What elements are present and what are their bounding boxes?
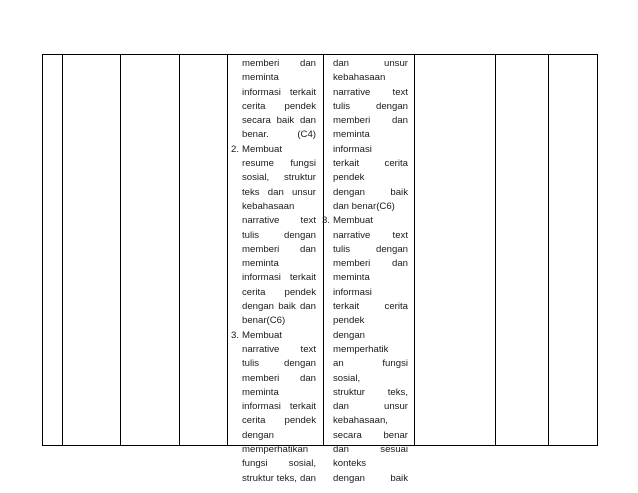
word: tulis <box>242 358 260 370</box>
word: fungsi <box>382 358 408 370</box>
cell-text <box>242 57 316 71</box>
cell-line <box>322 457 408 471</box>
cell-text <box>333 414 408 428</box>
cell-text <box>333 357 408 371</box>
word: sosial, <box>333 372 361 384</box>
cell-text <box>333 128 408 142</box>
word: pendek <box>284 100 316 112</box>
word: sosial, <box>288 458 316 470</box>
cell-line <box>322 257 408 271</box>
cell-text <box>333 400 408 414</box>
cell-line <box>231 214 316 228</box>
cell-text <box>242 200 316 214</box>
word: informasi <box>242 272 281 284</box>
word: baik <box>278 301 296 313</box>
word: benar <box>383 429 408 441</box>
word: resume <box>242 158 274 170</box>
word: terkait <box>333 301 360 313</box>
word: text <box>392 86 408 98</box>
cell-line <box>322 329 408 343</box>
cell-text <box>333 143 408 157</box>
cell-text <box>242 329 316 343</box>
word: meminta <box>242 72 279 84</box>
cell-text <box>242 271 316 285</box>
word: narrative <box>242 343 280 355</box>
cell-line <box>231 329 316 343</box>
list-number: 3. <box>322 215 331 227</box>
word: pendek <box>284 415 316 427</box>
word: secara <box>333 429 362 441</box>
cell-text <box>333 314 408 328</box>
cell-text <box>242 300 316 314</box>
cell-line <box>322 86 408 100</box>
word: dan <box>299 472 316 484</box>
cell-text <box>242 229 316 243</box>
word: dengan <box>333 472 366 484</box>
word: dan benar(C6) <box>333 200 395 212</box>
word: baik <box>276 115 295 127</box>
word: unsur <box>384 58 408 69</box>
cell-line <box>231 357 316 371</box>
cell-text <box>333 157 408 171</box>
word: kebahasaan <box>333 72 386 84</box>
word: fungsi <box>242 458 268 470</box>
word: informasi <box>333 143 372 155</box>
cell-line <box>322 214 408 228</box>
word: sesuai <box>380 444 408 456</box>
cell-line <box>322 100 408 114</box>
cell-line <box>231 57 316 71</box>
column-divider <box>120 55 121 445</box>
word: memberi <box>242 372 280 384</box>
cell-text <box>242 457 316 471</box>
cell-text <box>242 372 316 386</box>
cell-line <box>231 271 316 285</box>
word: terkait <box>289 86 316 98</box>
cell-line <box>231 314 316 328</box>
cell-text <box>333 271 408 285</box>
cell-line <box>231 229 316 243</box>
cell-text <box>242 400 316 414</box>
cell-text <box>333 343 408 357</box>
cell-text <box>242 472 316 486</box>
word: tulis <box>333 100 351 112</box>
table-cell-indicators-a <box>231 57 316 486</box>
cell-text <box>333 171 408 185</box>
word: memperhatikan <box>242 444 309 456</box>
cell-line <box>231 171 316 185</box>
word: cerita <box>384 158 408 170</box>
cell-line <box>231 186 316 200</box>
cell-line <box>322 400 408 414</box>
word: konteks <box>333 458 367 470</box>
cell-line <box>231 200 316 214</box>
word: informasi <box>242 401 281 413</box>
word: memberi <box>333 258 371 270</box>
cell-line <box>322 472 408 486</box>
word: terkait <box>289 401 316 413</box>
cell-line <box>322 71 408 85</box>
word: dengan <box>375 243 408 255</box>
word: dan <box>391 258 408 270</box>
word: dengan <box>283 229 316 241</box>
word: dengan <box>242 301 275 313</box>
word: tulis <box>242 229 260 241</box>
cell-text <box>333 71 408 85</box>
word: dan <box>299 243 316 255</box>
cell-line <box>322 372 408 386</box>
word: dengan <box>333 186 366 198</box>
word: dan <box>299 115 316 127</box>
cell-text <box>242 443 316 457</box>
word: pendek <box>333 172 365 184</box>
cell-line <box>231 286 316 300</box>
cell-text <box>333 372 408 386</box>
word: dan <box>299 58 316 69</box>
cell-text <box>333 214 408 228</box>
cell-text <box>333 300 408 314</box>
word: struktur <box>333 386 365 398</box>
cell-line <box>231 429 316 443</box>
cell-text <box>333 86 408 100</box>
cell-line <box>231 472 316 486</box>
cell-line <box>322 314 408 328</box>
cell-line <box>231 443 316 457</box>
cell-line <box>322 128 408 142</box>
cell-line <box>322 114 408 128</box>
word: struktur <box>284 172 316 184</box>
word: teks, <box>387 386 408 398</box>
word: baik <box>390 186 408 198</box>
list-number: 2. <box>231 143 240 155</box>
word: text <box>300 343 316 355</box>
cell-line <box>322 343 408 357</box>
cell-line <box>322 300 408 314</box>
word: sosial, <box>242 172 270 184</box>
word: informasi <box>333 286 372 298</box>
word: kebahasaan <box>242 200 295 212</box>
cell-text <box>242 186 316 200</box>
cell-text <box>333 100 408 114</box>
word: memperhatik <box>333 343 389 355</box>
cell-line <box>322 186 408 200</box>
cell-line <box>231 372 316 386</box>
word: terkait <box>333 158 360 170</box>
word: secara <box>242 115 271 127</box>
word: dengan <box>333 329 366 341</box>
word: unsur <box>384 401 408 413</box>
cell-line <box>231 114 316 128</box>
cell-line <box>231 100 316 114</box>
column-divider <box>548 55 549 445</box>
cell-text <box>333 472 408 486</box>
word: text <box>300 215 316 227</box>
word: meminta <box>333 272 370 284</box>
cell-text <box>242 386 316 400</box>
cell-text <box>242 100 316 114</box>
word: cerita <box>242 415 266 427</box>
column-divider <box>62 55 63 445</box>
word: struktur teks, <box>242 472 297 484</box>
cell-text <box>333 286 408 300</box>
cell-text <box>242 214 316 228</box>
word: cerita <box>242 286 266 298</box>
word: dengan <box>283 358 316 370</box>
word: tulis <box>333 243 351 255</box>
word: terkait <box>289 272 316 284</box>
cell-line <box>231 386 316 400</box>
cell-line <box>231 128 316 142</box>
word: benar. <box>242 129 269 141</box>
word: dan <box>333 401 350 413</box>
cell-text <box>333 243 408 257</box>
cell-line <box>231 400 316 414</box>
word: cerita <box>384 301 408 313</box>
cell-text <box>333 57 408 71</box>
cell-line <box>231 86 316 100</box>
cell-line <box>322 143 408 157</box>
cell-text <box>333 443 408 457</box>
word: dan <box>391 115 408 127</box>
cell-line <box>322 386 408 400</box>
cell-line <box>322 200 408 214</box>
word: meminta <box>242 258 279 270</box>
column-divider <box>414 55 415 445</box>
word: dan <box>333 58 350 69</box>
word: dengan <box>375 100 408 112</box>
word: fungsi <box>290 158 316 170</box>
cell-line <box>322 443 408 457</box>
cell-text <box>242 171 316 185</box>
list-number: 3. <box>231 329 240 341</box>
word: dan <box>267 186 284 198</box>
cell-text <box>242 414 316 428</box>
word: dan <box>333 444 350 456</box>
word: narrative <box>333 86 371 98</box>
cell-text <box>333 186 408 200</box>
table-grid <box>42 54 598 484</box>
cell-line <box>322 243 408 257</box>
cell-line <box>322 271 408 285</box>
word: teks <box>242 186 260 198</box>
word: memberi <box>242 58 280 69</box>
word: (C4) <box>297 129 316 141</box>
cell-text <box>333 200 408 214</box>
word: Membuat <box>333 215 373 227</box>
cell-text <box>242 143 316 157</box>
word: dengan <box>242 429 275 441</box>
cell-text <box>242 357 316 371</box>
cell-text <box>242 429 316 443</box>
cell-text <box>242 257 316 271</box>
cell-text <box>242 286 316 300</box>
cell-line <box>322 157 408 171</box>
cell-line <box>231 243 316 257</box>
cell-text <box>333 257 408 271</box>
column-divider <box>227 55 228 445</box>
cell-line <box>231 414 316 428</box>
column-divider <box>179 55 180 445</box>
cell-line <box>322 286 408 300</box>
cell-line <box>322 357 408 371</box>
table-cell-indicators-b <box>322 57 408 486</box>
word: unsur <box>292 186 316 198</box>
word: dan <box>299 301 316 313</box>
word: Membuat <box>242 329 282 341</box>
cell-text <box>242 71 316 85</box>
word: memberi <box>242 243 280 255</box>
word: narrative <box>242 215 280 227</box>
cell-line <box>231 343 316 357</box>
word: memberi <box>333 115 371 127</box>
word: narrative <box>333 229 371 241</box>
cell-line <box>322 229 408 243</box>
cell-text <box>242 157 316 171</box>
column-divider <box>495 55 496 445</box>
cell-line <box>231 71 316 85</box>
cell-line <box>322 57 408 71</box>
cell-line <box>231 457 316 471</box>
cell-line <box>231 157 316 171</box>
word: baik <box>390 472 408 484</box>
cell-text <box>333 329 408 343</box>
cell-line <box>322 429 408 443</box>
cell-text <box>333 386 408 400</box>
cell-line <box>322 171 408 185</box>
word: meminta <box>242 386 279 398</box>
word: meminta <box>333 129 370 141</box>
word: kebahasaan, <box>333 415 388 427</box>
word: an <box>333 358 344 370</box>
cell-text <box>333 429 408 443</box>
cell-text <box>242 314 316 328</box>
word: text <box>392 229 408 241</box>
cell-line <box>231 257 316 271</box>
cell-text <box>242 343 316 357</box>
cell-text <box>333 229 408 243</box>
word: benar(C6) <box>242 315 286 327</box>
word: pendek <box>284 286 316 298</box>
cell-text <box>333 114 408 128</box>
cell-text <box>242 86 316 100</box>
cell-text <box>242 128 316 142</box>
cell-line <box>231 143 316 157</box>
word: informasi <box>242 86 281 98</box>
cell-text <box>242 114 316 128</box>
cell-line <box>231 300 316 314</box>
cell-text <box>333 457 408 471</box>
word: pendek <box>333 315 365 327</box>
cell-line <box>322 414 408 428</box>
cell-text <box>242 243 316 257</box>
word: cerita <box>242 100 266 112</box>
word: Membuat <box>242 143 282 155</box>
word: dan <box>299 372 316 384</box>
